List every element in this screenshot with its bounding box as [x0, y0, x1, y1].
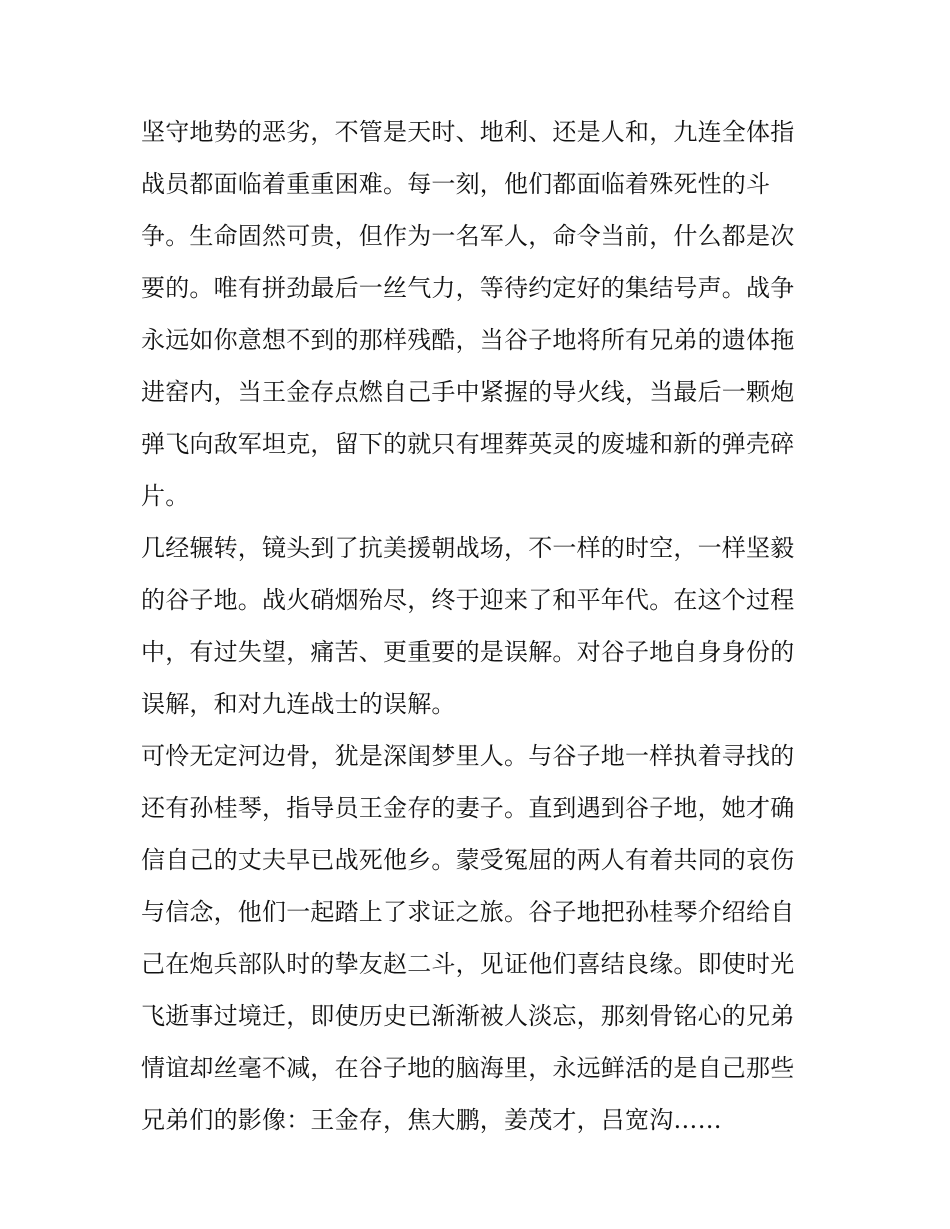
text-line: 飞逝事过境迁，即使历史已渐渐被人淡忘，那刻骨铭心的兄弟 [141, 1002, 795, 1030]
text-line: 要的。唯有拼劲最后一丝气力，等待约定好的集结号声。战争 [141, 274, 795, 302]
text-line: 兄弟们的影像：王金存，焦大鹏，姜茂才，吕宽沟…… [141, 1106, 722, 1134]
text-line: 片。 [141, 482, 190, 510]
text-line: 中，有过失望，痛苦、更重要的是误解。对谷子地自身身份的 [141, 638, 795, 666]
text-line: 几经辗转，镜头到了抗美援朝战场，不一样的时空，一样坚毅 [141, 534, 795, 562]
article-body [141, 106, 831, 1146]
text-line: 信自己的丈夫早已战死他乡。蒙受冤屈的两人有着共同的哀伤 [141, 846, 795, 874]
text-line: 还有孙桂琴，指导员王金存的妻子。直到遇到谷子地，她才确 [141, 794, 795, 822]
text-line: 己在炮兵部队时的挚友赵二斗，见证他们喜结良缘。即使时光 [141, 950, 795, 978]
text-line: 与信念，他们一起踏上了求证之旅。谷子地把孙桂琴介绍给自 [141, 898, 795, 926]
text-line: 误解，和对九连战士的误解。 [141, 690, 456, 718]
text-line: 战员都面临着重重困难。每一刻，他们都面临着殊死性的斗 [141, 170, 771, 198]
text-line: 进窑内，当王金存点燃自己手中紧握的导火线，当最后一颗炮 [141, 378, 795, 406]
text-line: 可怜无定河边骨，犹是深闺梦里人。与谷子地一样执着寻找的 [141, 742, 795, 770]
text-line: 情谊却丝毫不减，在谷子地的脑海里，永远鲜活的是自己那些 [141, 1054, 795, 1082]
text-line: 争。生命固然可贵，但作为一名军人，命令当前，什么都是次 [141, 222, 795, 250]
text-line: 永远如你意想不到的那样残酷，当谷子地将所有兄弟的遗体拖 [141, 326, 795, 354]
text-line: 弹飞向敌军坦克，留下的就只有埋葬英灵的废墟和新的弹壳碎 [141, 430, 795, 458]
text-line: 坚守地势的恶劣，不管是天时、地利、还是人和，九连全体指 [141, 118, 795, 146]
text-line: 的谷子地。战火硝烟殆尽，终于迎来了和平年代。在这个过程 [141, 586, 795, 614]
